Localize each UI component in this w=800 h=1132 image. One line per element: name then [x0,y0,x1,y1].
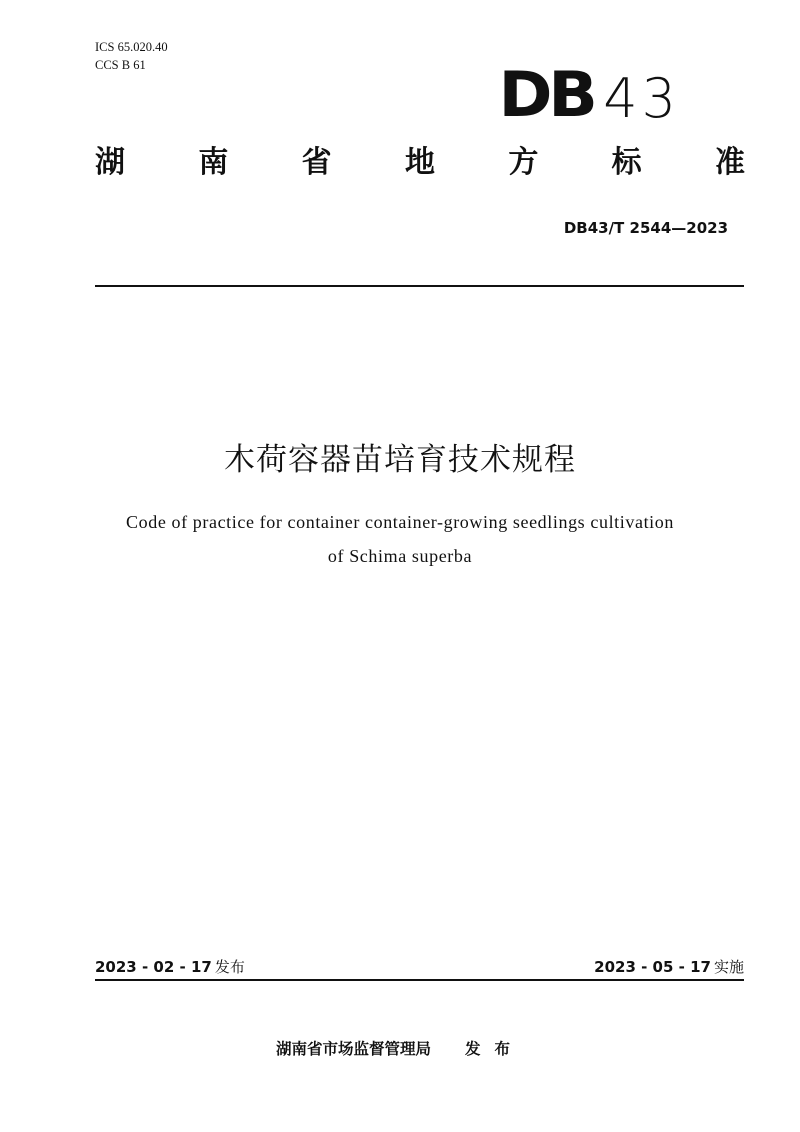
logo-number: 43 [603,67,680,130]
standard-type-char: 标 [611,145,642,180]
release-date-label: 发布 [214,958,245,976]
logo-prefix: DB [498,58,594,131]
footer-divider [95,979,744,981]
standard-number: DB43/T 2544—2023 [563,219,728,237]
standard-type-char: 省 [301,145,332,180]
issuer-name: 湖南省市场监督管理局 [275,1040,431,1058]
issuer [0,1037,800,1059]
implement-date-label: 实施 [713,958,744,976]
ccs-code: CCS B 61 [95,58,146,72]
header-divider [95,285,744,287]
implement-date-value: 2023 - 05 - 17 [594,958,711,976]
dates-row [95,956,744,977]
standard-type-char: 南 [198,145,229,180]
title-chinese: 木荷容器苗培育技术规程 [224,442,576,478]
title-english-line2: of Schima superba [327,546,473,566]
release-date-value: 2023 - 02 - 17 [95,958,212,976]
standard-type-heading [95,145,745,180]
title-english [0,505,800,573]
implement-date [594,956,744,977]
classification-codes [95,38,168,74]
ics-code: ICS 65.020.40 [95,40,168,54]
issuer-action: 发布 [465,1040,525,1058]
db-logo [498,58,680,131]
standard-type-char: 地 [404,145,435,180]
standard-type-char: 准 [714,145,745,180]
standard-type-char: 湖 [95,145,125,180]
release-date [95,956,245,977]
title-english-line1: Code of practice for container container-growing seedlings cultivation [126,512,674,532]
standard-type-char: 方 [508,145,539,180]
